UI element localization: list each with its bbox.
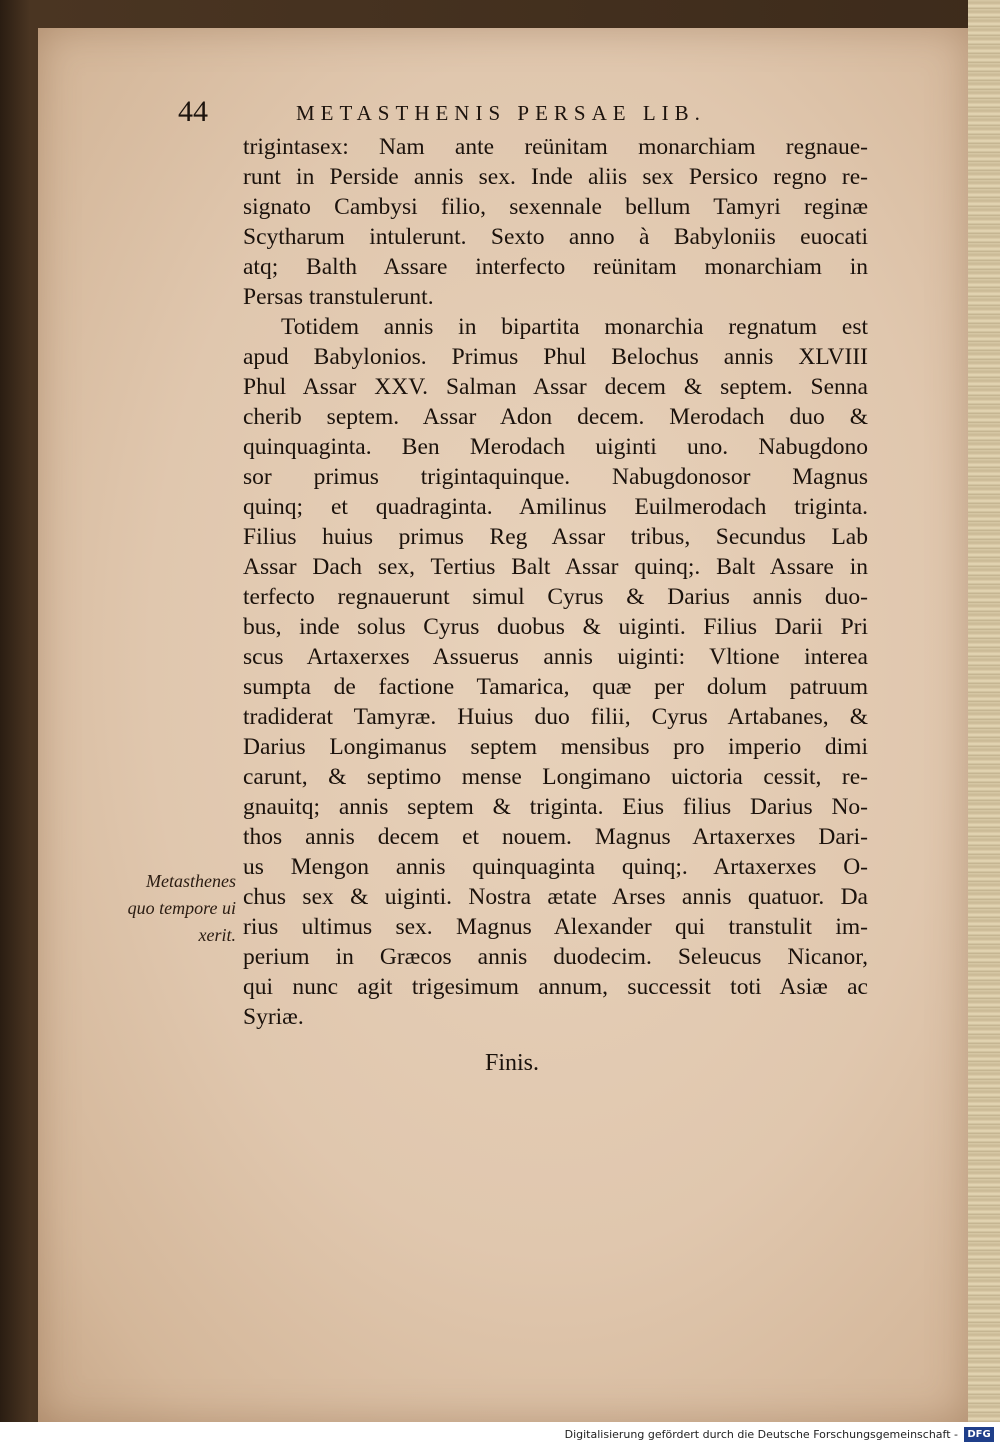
body-text	[243, 132, 868, 1032]
text-line: atq; Balth Assare interfecto reünitam monarchiam in	[243, 254, 868, 280]
text-line: thos annis decem et nouem. Magnus Artaxerxes Dari-	[243, 824, 868, 850]
footer-bar	[0, 1422, 1000, 1448]
text-line: sumpta de factione Tamarica, quæ per dolum patruum	[243, 674, 868, 700]
text-line: bus, inde solus Cyrus duobus & uiginti. Filius Darii Pri	[243, 614, 868, 640]
text-line: gnauitq; annis septem & triginta. Eius filius Darius No-	[243, 794, 868, 820]
text-line: qui nunc agit trigesimum annum, successit toti Asiæ ac	[243, 974, 868, 1000]
margin-note-line: quo tempore ui	[127, 898, 236, 918]
text-line: perium in Græcos annis duodecim. Seleucus Nicanor,	[243, 944, 868, 970]
running-head: METASTHENIS PERSAE LIB.	[296, 101, 706, 125]
page-number: 44	[178, 95, 208, 128]
text-line: Filius huius primus Reg Assar tribus, Secundus Lab	[243, 524, 868, 550]
text-line: cherib septem. Assar Adon decem. Merodach duo &	[243, 404, 868, 430]
margin-note	[96, 868, 236, 949]
text-line: sor primus trigintaquinque. Nabugdonosor Magnus	[243, 464, 868, 490]
text-line: rius ultimus sex. Magnus Alexander qui transtulit im-	[243, 914, 868, 940]
margin-note-line: Metasthenes	[146, 871, 236, 891]
text-line: terfecto regnauerunt simul Cyrus & Darius annis duo-	[243, 584, 868, 610]
margin-note-line: xerit.	[198, 925, 236, 945]
funding-credit: Digitalisierung gefördert durch die Deutsche Forschungsgemeinschaft -	[564, 1428, 958, 1441]
dfg-logo: DFG	[964, 1427, 994, 1442]
text-line: Totidem annis in bipartita monarchia regnatum est	[281, 314, 868, 340]
text-line: us Mengon annis quinquaginta quinq;. Artaxerxes O-	[243, 854, 868, 880]
text-line: signato Cambysi filio, sexennale bellum Tamyri reginæ	[243, 194, 868, 220]
text-line: carunt, & septimo mense Longimano uictoria cessit, re-	[243, 764, 868, 790]
text-line: chus sex & uiginti. Nostra ætate Arses annis quatuor. Da	[243, 884, 868, 910]
finis-label: Finis.	[485, 1050, 540, 1076]
text-line: quinquaginta. Ben Merodach uiginti uno. Nabugdono	[243, 434, 868, 460]
text-line: tradiderat Tamyræ. Huius duo filii, Cyrus Artabanes, &	[243, 704, 868, 730]
text-line: runt in Perside annis sex. Inde aliis sex Persico regno re-	[243, 164, 868, 190]
text-line: apud Babylonios. Primus Phul Belochus annis XLVIII	[243, 344, 868, 370]
text-line: quinq; et quadraginta. Amilinus Euilmerodach triginta.	[243, 494, 868, 520]
text-line: Persas transtulerunt.	[243, 284, 434, 310]
book-page-edges	[968, 0, 1000, 1448]
text-line: Darius Longimanus septem mensibus pro imperio dimi	[243, 734, 868, 760]
text-line: Scytharum intulerunt. Sexto anno à Babyloniis euocati	[243, 224, 868, 250]
text-line: Assar Dach sex, Tertius Balt Assar quinq;. Balt Assare in	[243, 554, 868, 580]
text-line: scus Artaxerxes Assuerus annis uiginti: Vltione interea	[243, 644, 868, 670]
text-line: Syriæ.	[243, 1004, 304, 1030]
text-line: trigintasex: Nam ante reünitam monarchiam regnaue-	[243, 134, 868, 160]
page-header	[178, 95, 858, 131]
text-line: Phul Assar XXV. Salman Assar decem & septem. Senna	[243, 374, 868, 400]
